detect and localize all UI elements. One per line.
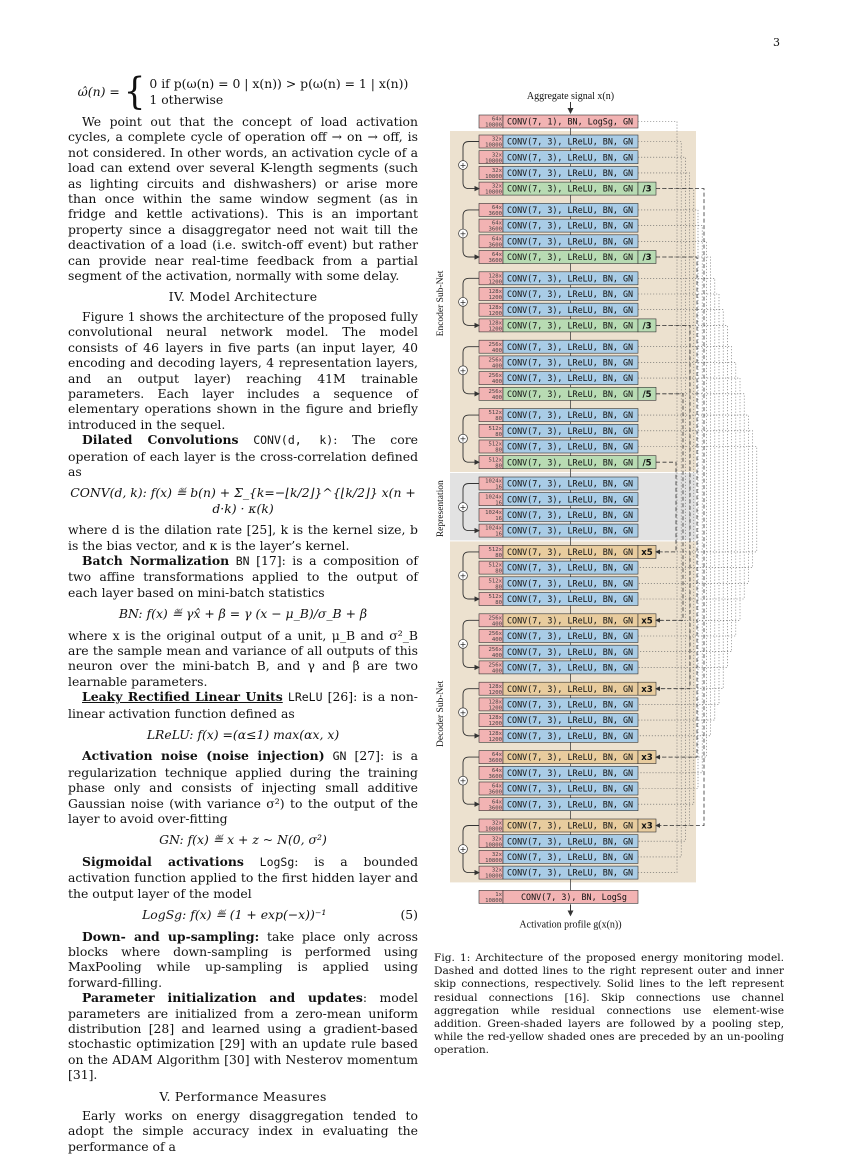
paragraph-dilated xyxy=(68,432,418,479)
section-5-title: V. Performance Measures xyxy=(159,1088,327,1104)
layer-dims-bottom: 80 xyxy=(495,416,502,423)
bn-equation: BN: f(x) ≝ γx̂ + β = γ (x − μ_B)/σ_B + β xyxy=(118,606,368,622)
paragraph-init xyxy=(68,990,418,1082)
layer-text: CONV(7, 3), LReLU, BN, GN xyxy=(507,594,634,605)
layer-text: CONV(7, 3), LReLU, BN, GN xyxy=(507,289,634,300)
residual-plus-sign: + xyxy=(459,776,467,786)
pool-label: /5 xyxy=(642,389,652,400)
layer-text: CONV(7, 3), LReLU, BN, GN xyxy=(507,752,634,763)
page-number: 3 xyxy=(773,36,780,49)
layer-dims-top: 32x xyxy=(491,152,502,159)
layer-text: CONV(7, 3), LReLU, BN, GN xyxy=(507,273,634,284)
dilated-text: : The core operation of each layer is the cross-correlation defined as xyxy=(68,432,418,479)
layer-text: CONV(7, 3), LReLU, BN, GN xyxy=(507,852,634,862)
layer-text: CONV(7, 3), LReLU, BN, GN xyxy=(507,457,634,468)
layer-text: CONV(7, 3), LReLU, BN, GN xyxy=(507,699,634,710)
input-label: Aggregate signal x(n) xyxy=(526,91,615,102)
sampling-heading: Down- and up-sampling: xyxy=(82,928,260,944)
layer-text: CONV(7, 3), LReLU, BN, GN xyxy=(507,183,634,194)
layer-dims-bottom: 10800 xyxy=(485,873,502,880)
layer-dims-top: 128x xyxy=(488,273,502,280)
pool-label: x3 xyxy=(641,684,653,695)
layer-text: CONV(7, 3), LReLU, BN, GN xyxy=(507,767,634,778)
layer-dims-bottom: 80 xyxy=(495,553,502,559)
layer-dims-bottom: 80 xyxy=(495,600,502,607)
layer-dims-bottom: 400 xyxy=(491,621,502,628)
paragraph-gn xyxy=(68,748,418,826)
layer-dims-bottom: 10800 xyxy=(485,842,502,849)
layer-dims-bottom: 1200 xyxy=(488,689,502,696)
layer-dims-top: 128x xyxy=(488,289,502,296)
bn-text: [17]: is a composition of two affine transformations applied to the output of each layer based on mini-batch statistics xyxy=(68,552,418,600)
paragraph-sampling xyxy=(68,929,418,991)
layer-dims-top: 256x xyxy=(488,388,502,395)
layer-dims-bottom: 400 xyxy=(491,363,502,370)
gn-equation: GN: f(x) ≝ x + z ~ N(0, σ²) xyxy=(159,832,327,848)
layer-dims-top: 32x xyxy=(491,820,502,827)
residual-plus-sign: + xyxy=(459,708,467,718)
layer-dims-bottom: 16 xyxy=(495,531,502,538)
layer-text: CONV(7, 3), LReLU, BN, GN xyxy=(507,494,634,505)
layer-dims-bottom: 3600 xyxy=(488,773,502,780)
layer-text: CONV(7, 3), LReLU, BN, GN xyxy=(507,205,634,215)
decision-equation: ω̂(n) = { 0 if p(ω(n) = 0 | x(n)) > p(ω(n) = 1 | x(n)) 1 otherwise xyxy=(77,70,409,114)
layer-dims-top: 512x xyxy=(488,410,502,417)
layer-dims-top: 256x xyxy=(488,341,502,348)
layer-dims-bottom: 10800 xyxy=(485,826,502,833)
gn-heading: Activation noise (noise injection) xyxy=(82,748,325,764)
pool-label: /3 xyxy=(642,184,652,195)
layer-dims-bottom: 3600 xyxy=(488,789,502,796)
layer-dims-bottom: 400 xyxy=(491,394,502,401)
layer-dims-top: 128x xyxy=(488,699,502,706)
paragraph-activation-cycles: We point out that the concept of load activation cycles, a complete cycle of operation off → on → off, is not considered. In other words, an activation cycle of a load can extend over several K-length segments (such as lighting circuits and dishwashers) or arise more than once within the same window segment (as in fridge and kettle activations). This is an important property since a disaggregator need not wait till the deactivation of a load (i.e. switch-off event) but rather can provide near real-time feedback from a partial segment of the activation, normally with some delay. xyxy=(68,114,418,284)
layer-dims-bottom: 1200 xyxy=(488,295,502,302)
layer-text: CONV(7, 1), BN, LogSg, GN xyxy=(507,116,634,127)
layer-dims-top: 64x xyxy=(491,783,502,790)
layer-dims-top: 256x xyxy=(488,357,502,364)
layer-dims-top: 64x xyxy=(491,252,502,259)
layer-text: CONV(7, 3), LReLU, BN, GN xyxy=(507,547,634,557)
left-column xyxy=(68,72,418,1154)
layer-dims-bottom: 10800 xyxy=(485,898,502,904)
architecture-figure xyxy=(434,85,784,965)
layer-dims-bottom: 400 xyxy=(491,652,502,659)
init-text: : model parameters are initialized from a zero-mean uniform distribution [28] and learned using a gradient-based stochastic optimization [29] with an update rule based on the ADAM Algorithm [30] with Nesterov momentum [31]. xyxy=(68,990,418,1083)
layer-text: CONV(7, 3), LReLU, BN, GN xyxy=(507,357,634,368)
init-heading: Parameter initialization and updates xyxy=(82,990,363,1006)
layer-dims-top: 512x xyxy=(488,578,502,585)
layer-text: CONV(7, 3), LReLU, BN, GN xyxy=(507,152,634,163)
layer-dims-top: 128x xyxy=(488,320,502,327)
decision-equation-case1: 0 if p(ω(n) = 0 | x(n)) > p(ω(n) = 1 | x(n)) xyxy=(149,76,409,91)
layer-dims-top: 64x xyxy=(491,205,502,211)
layer-text: CONV(7, 3), LReLU, BN, GN xyxy=(507,341,634,352)
paragraph-bn-after: where x is the original output of a unit, μ_B and σ²_B are the sample mean and variance of all outputs of this neuron over the mini-batch B, and γ and β are two learnable parameters. xyxy=(68,627,418,689)
decision-equation-case2: 1 otherwise xyxy=(149,92,224,107)
layer-dims-bottom: 400 xyxy=(491,347,502,354)
lrelu-heading: Leaky Rectified Linear Units xyxy=(82,689,283,705)
layer-dims-bottom: 80 xyxy=(495,431,502,438)
layer-text: CONV(7, 3), LReLU, BN, GN xyxy=(507,683,634,694)
layer-dims-bottom: 10800 xyxy=(485,858,502,864)
layer-dims-bottom: 3600 xyxy=(488,805,502,812)
layer-text: CONV(7, 3), LReLU, BN, GN xyxy=(507,646,634,657)
layer-dims-bottom: 1200 xyxy=(488,736,502,743)
layer-dims-bottom: 3600 xyxy=(488,211,502,217)
layer-text: CONV(7, 3), LReLU, BN, GN xyxy=(507,252,634,263)
layer-dims-top: 512x xyxy=(488,547,502,553)
gn-code: GN xyxy=(332,749,347,764)
layer-dims-bottom: 80 xyxy=(495,568,502,575)
layer-text: CONV(7, 3), LReLU, BN, GN xyxy=(507,425,634,436)
layer-dims-top: 128x xyxy=(488,683,502,690)
layer-dims-top: 256x xyxy=(488,373,502,380)
layer-text: CONV(7, 3), LReLU, BN, GN xyxy=(507,388,634,399)
layer-dims-bottom: 10800 xyxy=(485,189,502,196)
layer-dims-top: 512x xyxy=(488,425,502,432)
layer-text: CONV(7, 3), LReLU, BN, GN xyxy=(507,715,634,726)
lrelu-equation: LReLU: f(x) =(α≤1) max(αx, x) xyxy=(146,727,340,743)
bn-heading: Batch Normalization xyxy=(82,552,230,568)
layer-text: CONV(7, 3), LReLU, BN, GN xyxy=(507,631,634,642)
layer-text: CONV(7, 3), LReLU, BN, GN xyxy=(507,615,634,626)
residual-plus-sign: + xyxy=(459,571,467,581)
paragraph-architecture: Figure 1 shows the architecture of the proposed fully convolutional neural network model. The model consists of 46 layers in five parts (an input layer, 40 encoding and decoding layers, 4 representation layers, and an output layer) reaching 41M trainable parameters. Each layer includes a sequence of elementary operations shown in the figure and briefly introduced in the sequel. xyxy=(68,308,418,432)
residual-plus-sign: + xyxy=(459,366,467,376)
layer-dims-top: 256x xyxy=(488,615,502,622)
layer-dims-top: 64x xyxy=(491,116,502,123)
pool-label: /3 xyxy=(642,253,652,264)
layer-dims-top: 64x xyxy=(491,752,502,759)
encoder-label: Encoder Sub-Net xyxy=(436,270,446,337)
layer-dims-bottom: 1200 xyxy=(488,705,502,712)
layer-text: CONV(7, 3), LReLU, BN, GN xyxy=(507,320,634,331)
layer-text: CONV(7, 3), LReLU, BN, GN xyxy=(507,820,634,831)
layer-dims-bottom: 80 xyxy=(495,447,502,454)
layer-dims-top: 512x xyxy=(488,457,502,464)
layer-dims-top: 32x xyxy=(491,852,502,858)
layer-dims-top: 1x xyxy=(495,892,502,898)
layer-dims-top: 128x xyxy=(488,304,502,311)
pool-label: x3 xyxy=(641,753,653,764)
layer-dims-top: 32x xyxy=(491,136,502,143)
pool-label: x5 xyxy=(641,616,653,627)
layer-dims-bottom: 1200 xyxy=(488,721,502,728)
sig-code: LogSg xyxy=(259,854,295,869)
residual-plus-sign: + xyxy=(459,503,467,513)
conv-equation: CONV(d, k): f(x) ≝ b(n) + Σ_{k=−⌊k/2⌋}^{⌊k/2⌋} x(n + d·k) · κ(k) xyxy=(70,485,416,516)
paragraph-sigmoid xyxy=(68,854,418,901)
layer-text: CONV(7, 3), LReLU, BN, GN xyxy=(507,836,634,847)
layer-dims-bottom: 3600 xyxy=(488,226,502,233)
layer-dims-top: 512x xyxy=(488,441,502,448)
equation-number: (5) xyxy=(400,907,418,923)
output-label: Activation profile g(x(n)) xyxy=(519,919,622,931)
architecture-diagram xyxy=(434,85,784,965)
layer-dims-bottom: 3600 xyxy=(488,258,502,265)
layer-dims-top: 64x xyxy=(491,767,502,774)
layer-dims-bottom: 3600 xyxy=(488,758,502,765)
lrelu-text: [26]: is a non-linear activation function defined as xyxy=(68,689,418,721)
pool-label: x5 xyxy=(641,548,653,558)
dilated-code: CONV(d, k) xyxy=(253,433,334,448)
residual-plus-sign: + xyxy=(459,639,467,649)
layer-text: CONV(7, 3), LReLU, BN, GN xyxy=(507,410,634,421)
layer-dims-top: 32x xyxy=(491,867,502,874)
dilated-heading: Dilated Convolutions xyxy=(82,432,239,448)
layer-dims-bottom: 1200 xyxy=(488,310,502,317)
paragraph-bn xyxy=(68,553,418,600)
layer-dims-top: 256x xyxy=(488,646,502,653)
layer-text: CONV(7, 3), LReLU, BN, GN xyxy=(507,662,634,673)
layer-dims-bottom: 10800 xyxy=(485,122,502,129)
layer-dims-bottom: 16 xyxy=(495,484,502,491)
layer-text: CONV(7, 3), LReLU, BN, GN xyxy=(507,562,634,573)
layer-dims-bottom: 400 xyxy=(491,637,502,644)
layer-text: CONV(7, 3), LReLU, BN, GN xyxy=(507,578,634,589)
layer-dims-bottom: 10800 xyxy=(485,142,502,149)
layer-dims-top: 512x xyxy=(488,594,502,601)
paragraph-lrelu xyxy=(68,689,418,721)
layer-dims-bottom: 10800 xyxy=(485,174,502,180)
layer-dims-top: 64x xyxy=(491,799,502,806)
layer-dims-top: 64x xyxy=(491,220,502,227)
paragraph-performance: Early works on energy disaggregation tended to adopt the simple accuracy index in evaluating the performance of a xyxy=(68,1107,418,1154)
layer-text: CONV(7, 3), LReLU, BN, GN xyxy=(507,373,634,384)
sigmoid-equation-row xyxy=(68,907,418,922)
residual-plus-sign: + xyxy=(459,229,467,239)
layer-dims-bottom: 10800 xyxy=(485,158,502,165)
layer-dims-bottom: 400 xyxy=(491,379,502,386)
gn-text: [27]: is a regularization technique applied during the training phase only and consists of injecting small additive Gaussian noise (with variance σ²) to the output of the layer to avoid over-fitting xyxy=(68,748,418,827)
layer-dims-bottom: 1200 xyxy=(488,279,502,286)
layer-dims-top: 1024x xyxy=(485,510,502,516)
residual-plus-sign: + xyxy=(459,434,467,444)
layer-dims-top: 128x xyxy=(488,730,502,737)
layer-dims-top: 1024x xyxy=(485,525,502,532)
decision-equation-lhs: ω̂(n) = xyxy=(77,84,120,100)
layer-text: CONV(7, 3), LReLU, BN, GN xyxy=(507,136,634,147)
sigmoid-equation: LogSg: f(x) ≝ (1 + exp(−x))⁻¹ xyxy=(142,907,327,923)
layer-dims-top: 512x xyxy=(488,562,502,569)
layer-text: CONV(7, 3), LReLU, BN, GN xyxy=(507,730,634,741)
sig-heading: Sigmoidal activations xyxy=(82,853,244,869)
lrelu-code: LReLU xyxy=(287,690,323,705)
layer-dims-bottom: 400 xyxy=(491,668,502,675)
layer-text: CONV(7, 3), LReLU, BN, GN xyxy=(507,478,634,489)
layer-dims-top: 1024x xyxy=(485,494,502,501)
layer-text: CONV(7, 3), LReLU, BN, GN xyxy=(507,783,634,794)
layer-dims-bottom: 1200 xyxy=(488,326,502,333)
layer-text: CONV(7, 3), LReLU, BN, GN xyxy=(507,799,634,810)
layer-text: CONV(7, 3), LReLU, BN, GN xyxy=(507,304,634,315)
layer-dims-bottom: 80 xyxy=(495,463,502,470)
residual-plus-sign: + xyxy=(459,161,467,171)
sig-text: : is a bounded activation function applied to the first hidden layer and the output layer of the model xyxy=(68,853,418,901)
layer-dims-bottom: 16 xyxy=(495,500,502,507)
bn-code: BN xyxy=(235,553,250,568)
representation-label: Representation xyxy=(436,480,446,538)
layer-text: CONV(7, 3), LReLU, BN, GN xyxy=(507,168,634,178)
layer-dims-top: 128x xyxy=(488,715,502,722)
layer-dims-top: 32x xyxy=(491,183,502,190)
pool-label: x3 xyxy=(641,821,653,832)
residual-plus-sign: + xyxy=(459,297,467,307)
layer-text: CONV(7, 3), LReLU, BN, GN xyxy=(507,236,634,247)
layer-dims-bottom: 3600 xyxy=(488,242,502,249)
pool-label: /5 xyxy=(642,458,652,469)
layer-dims-top: 256x xyxy=(488,631,502,638)
layer-dims-bottom: 80 xyxy=(495,584,502,591)
layer-dims-top: 32x xyxy=(491,168,502,174)
caption-text: Fig. 1: Architecture of the proposed energy monitoring model. Dashed and dotted lines to the right represent outer and inner skip connections, respectively. Solid lines to the left represent residual connections [16]. Skip connections use channel aggregation while residual connections use element-wise addition. Green-shaded layers are followed by a pooling step, while the red-yellow shaded ones are preceded by an un-pooling operation. xyxy=(434,952,784,1057)
figure-caption xyxy=(434,952,784,1058)
layer-text: CONV(7, 3), LReLU, BN, GN xyxy=(507,441,634,452)
layer-text: CONV(7, 3), BN, LogSg xyxy=(521,892,627,902)
residual-plus-sign: + xyxy=(459,845,467,855)
layer-dims-bottom: 16 xyxy=(495,516,502,522)
layer-dims-top: 1024x xyxy=(485,478,502,485)
layer-dims-top: 32x xyxy=(491,836,502,843)
layer-text: CONV(7, 3), LReLU, BN, GN xyxy=(507,510,634,520)
decoder-label: Decoder Sub-Net xyxy=(436,680,446,748)
sampling-text: take place only across blocks where down-sampling is performed using MaxPooling while up-sampling is applied using forward-filling. xyxy=(68,928,418,990)
layer-text: CONV(7, 3), LReLU, BN, GN xyxy=(507,867,634,878)
paragraph-dilated-after: where d is the dilation rate [25], k is the kernel size, b is the bias vector, and κ is the layer’s kernel. xyxy=(68,522,418,553)
pool-label: /3 xyxy=(642,321,652,332)
layer-text: CONV(7, 3), LReLU, BN, GN xyxy=(507,525,634,536)
layer-dims-top: 64x xyxy=(491,236,502,243)
layer-dims-top: 256x xyxy=(488,662,502,669)
layer-text: CONV(7, 3), LReLU, BN, GN xyxy=(507,220,634,231)
section-4-title: IV. Model Architecture xyxy=(168,289,318,305)
